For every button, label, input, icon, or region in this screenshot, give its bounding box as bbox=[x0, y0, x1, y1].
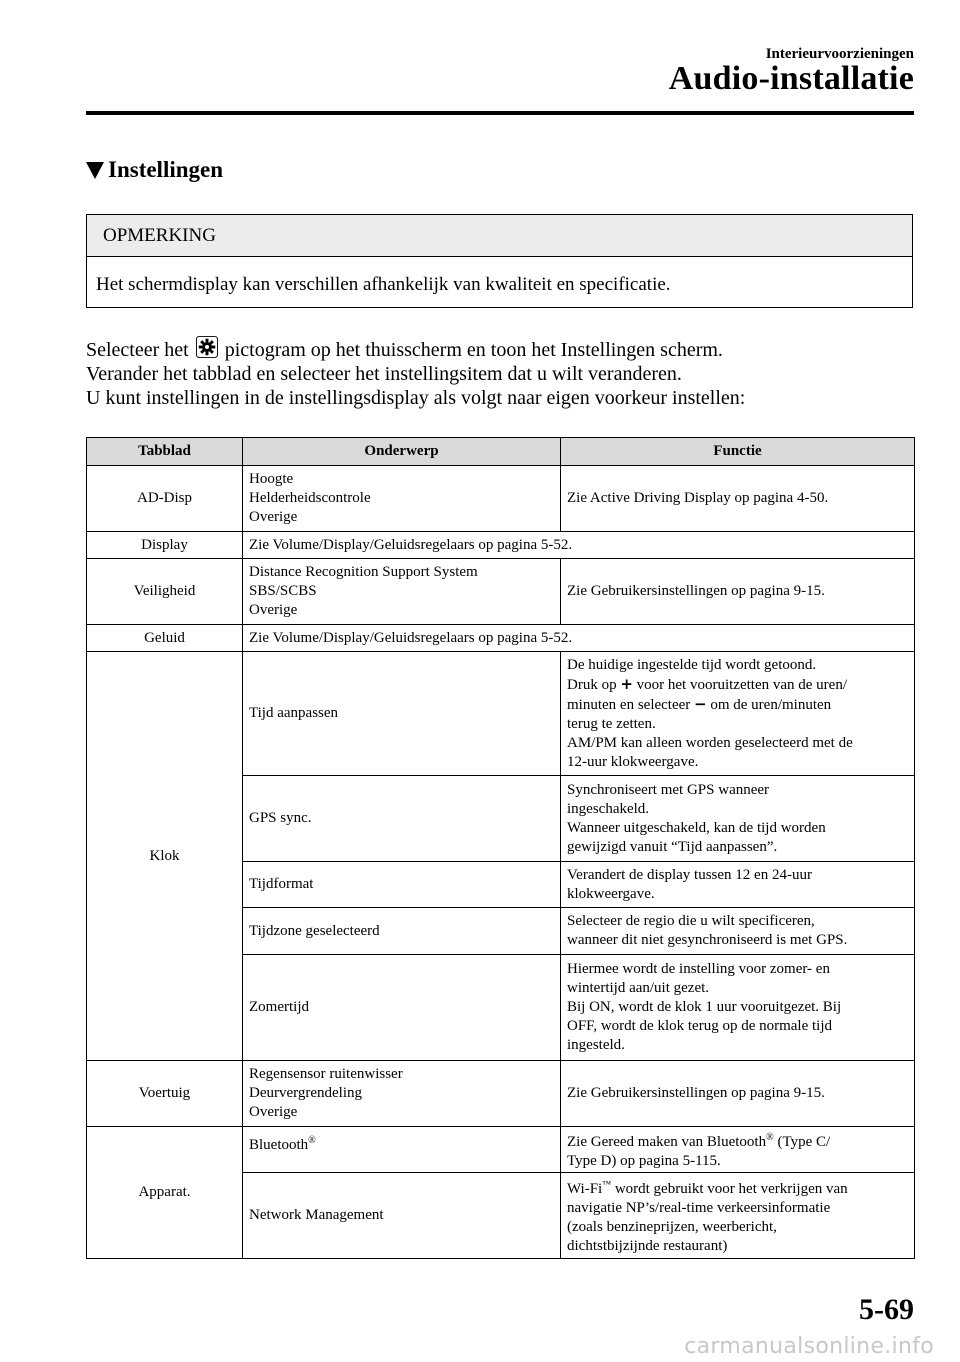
function-cell: Zie Active Driving Display op pagina 4-50. bbox=[561, 466, 915, 532]
function-line: Selecteer de regio die u wilt specificeren, bbox=[567, 913, 815, 929]
table-row bbox=[87, 466, 915, 532]
subject-cell: Network Management bbox=[243, 1173, 561, 1259]
function-line: navigatie NP’s/real-time verkeersinformatie bbox=[567, 1200, 831, 1216]
merged-cell: Zie Volume/Display/Geluidsregelaars op pagina 5-52. bbox=[243, 625, 915, 652]
settings-gear-icon bbox=[196, 336, 218, 358]
table-row bbox=[87, 532, 915, 559]
subject-line: SBS/SCBS bbox=[249, 583, 317, 599]
function-cell bbox=[561, 1127, 915, 1173]
function-line bbox=[567, 1128, 908, 1152]
tab-cell: Display bbox=[87, 532, 243, 559]
function-line: Wanneer uitgeschakeld, kan de tijd worden bbox=[567, 819, 826, 836]
function-line: Bij ON, wordt de klok 1 uur vooruitgezet. Bij bbox=[567, 999, 842, 1015]
header-functie: Functie bbox=[561, 438, 915, 466]
function-cell bbox=[561, 652, 915, 776]
function-text: Zie Gereed maken van Bluetooth bbox=[567, 1134, 767, 1150]
function-line: Hiermee wordt de instelling voor zomer- en bbox=[567, 961, 830, 977]
function-line: OFF, wordt de klok terug op de normale tijd bbox=[567, 1018, 833, 1034]
table-header-row bbox=[87, 438, 915, 466]
function-line: Synchroniseert met GPS wanneer bbox=[567, 781, 770, 798]
subject-cell: Tijdformat bbox=[243, 862, 561, 908]
function-cell: Zie Gebruikersinstellingen op pagina 9-15. bbox=[561, 1061, 915, 1127]
function-line: wintertijd aan/uit gezet. bbox=[567, 980, 710, 996]
function-line: ingeschakeld. bbox=[567, 800, 650, 817]
function-line: Type D) op pagina 5-115. bbox=[567, 1153, 721, 1169]
function-line bbox=[567, 675, 908, 695]
function-cell: Zie Gebruikersinstellingen op pagina 9-15. bbox=[561, 559, 915, 625]
function-line: terug te zetten. bbox=[567, 715, 656, 732]
subject-cell bbox=[243, 559, 561, 625]
section-heading bbox=[86, 157, 223, 183]
function-line: wanneer dit niet gesynchroniseerd is met GPS. bbox=[567, 932, 848, 948]
subject-line: Overige bbox=[249, 1104, 298, 1120]
subject-line: Overige bbox=[249, 509, 298, 525]
function-line: klokweergave. bbox=[567, 885, 655, 902]
note-title: OPMERKING bbox=[87, 215, 912, 257]
header-tabblad: Tabblad bbox=[87, 438, 243, 466]
page-title: Audio-installatie bbox=[668, 60, 914, 97]
function-cell bbox=[561, 908, 915, 955]
header-onderwerp: Onderwerp bbox=[243, 438, 561, 466]
function-line bbox=[567, 1175, 908, 1199]
subject-line: Hoogte bbox=[249, 471, 294, 487]
function-text: voor het vooruitzetten van de uren/ bbox=[636, 676, 848, 693]
tab-cell: Voertuig bbox=[87, 1061, 243, 1127]
settings-table bbox=[86, 437, 915, 1259]
function-cell bbox=[561, 955, 915, 1061]
function-line: ingesteld. bbox=[567, 1037, 625, 1053]
intro-line-1-start: Selecteer het bbox=[86, 339, 189, 361]
subject-cell bbox=[243, 1127, 561, 1173]
function-text: (Type C/ bbox=[773, 1134, 831, 1150]
subject-line: Deurvergrendeling bbox=[249, 1085, 363, 1101]
function-text: Druk op bbox=[567, 676, 617, 693]
header-divider bbox=[86, 111, 914, 115]
header-section-label: Interieurvoorzieningen bbox=[765, 46, 914, 62]
intro-line-1-end: pictogram op het thuisscherm en toon het Instellingen scherm. bbox=[224, 339, 723, 361]
subject-line: Helderheidscontrole bbox=[249, 490, 371, 506]
subject-cell: Tijd aanpassen bbox=[243, 652, 561, 776]
subject-cell bbox=[243, 466, 561, 532]
tab-cell: Apparat. bbox=[87, 1127, 243, 1259]
table-row bbox=[87, 652, 915, 776]
watermark: carmanualsonline.info bbox=[684, 1334, 934, 1359]
tab-cell: AD-Disp bbox=[87, 466, 243, 532]
subject-line: Distance Recognition Support System bbox=[249, 564, 478, 580]
registered-mark: ® bbox=[766, 1132, 774, 1143]
function-text: om de uren/minuten bbox=[710, 696, 832, 713]
function-text: wordt gebruikt voor het verkrijgen van bbox=[611, 1181, 848, 1197]
intro-line-1 bbox=[86, 336, 916, 362]
intro-line-3: U kunt instellingen in de instellingsdisplay als volgt naar eigen voorkeur instellen: bbox=[86, 387, 746, 409]
subject-line: Regensensor ruitenwisser bbox=[249, 1066, 403, 1082]
note-box bbox=[86, 214, 913, 308]
note-text: Het schermdisplay kan verschillen afhankelijk van kwaliteit en specificatie. bbox=[96, 274, 671, 295]
table-row bbox=[87, 625, 915, 652]
section-heading-text: Instellingen bbox=[108, 157, 224, 182]
subject-line: Overige bbox=[249, 602, 298, 618]
trademark-mark: ™ bbox=[602, 1179, 612, 1189]
function-cell bbox=[561, 1173, 915, 1259]
table-row bbox=[87, 559, 915, 625]
function-text: Wi-Fi bbox=[567, 1181, 603, 1197]
function-cell bbox=[561, 862, 915, 908]
subject-cell: GPS sync. bbox=[243, 776, 561, 862]
merged-cell: Zie Volume/Display/Geluidsregelaars op pagina 5-52. bbox=[243, 532, 915, 559]
function-text: minuten en selecteer bbox=[567, 696, 691, 713]
tab-cell: Veiligheid bbox=[87, 559, 243, 625]
tab-cell: Klok bbox=[87, 652, 243, 1061]
function-line bbox=[567, 695, 908, 715]
registered-mark: ® bbox=[308, 1135, 316, 1146]
function-line: gewijzigd vanuit “Tijd aanpassen”. bbox=[567, 838, 778, 855]
function-line: AM/PM kan alleen worden geselecteerd met de bbox=[567, 734, 853, 751]
table-row bbox=[87, 1127, 915, 1173]
intro-line-2: Verander het tabblad en selecteer het instellingsitem dat u wilt veranderen. bbox=[86, 363, 682, 385]
page-number: 5-69 bbox=[859, 1293, 914, 1326]
function-line: De huidige ingestelde tijd wordt getoond. bbox=[567, 656, 817, 673]
function-line: dichtstbijzijnde restaurant) bbox=[567, 1238, 728, 1254]
intro-paragraph bbox=[86, 336, 916, 410]
subject-cell: Zomertijd bbox=[243, 955, 561, 1061]
function-cell bbox=[561, 776, 915, 862]
subject-cell bbox=[243, 1061, 561, 1127]
plus-icon: + bbox=[620, 674, 633, 693]
function-line: 12-uur klokweergave. bbox=[567, 753, 699, 770]
function-line: Verandert de display tussen 12 en 24-uur bbox=[567, 866, 812, 883]
function-line: (zoals benzineprijzen, weerbericht, bbox=[567, 1219, 777, 1235]
subject-cell: Tijdzone geselecteerd bbox=[243, 908, 561, 955]
triangle-bullet-icon bbox=[86, 162, 104, 179]
tab-cell: Geluid bbox=[87, 625, 243, 652]
subject-text: Bluetooth bbox=[249, 1137, 309, 1153]
table-row bbox=[87, 1061, 915, 1127]
minus-icon: − bbox=[694, 694, 707, 713]
